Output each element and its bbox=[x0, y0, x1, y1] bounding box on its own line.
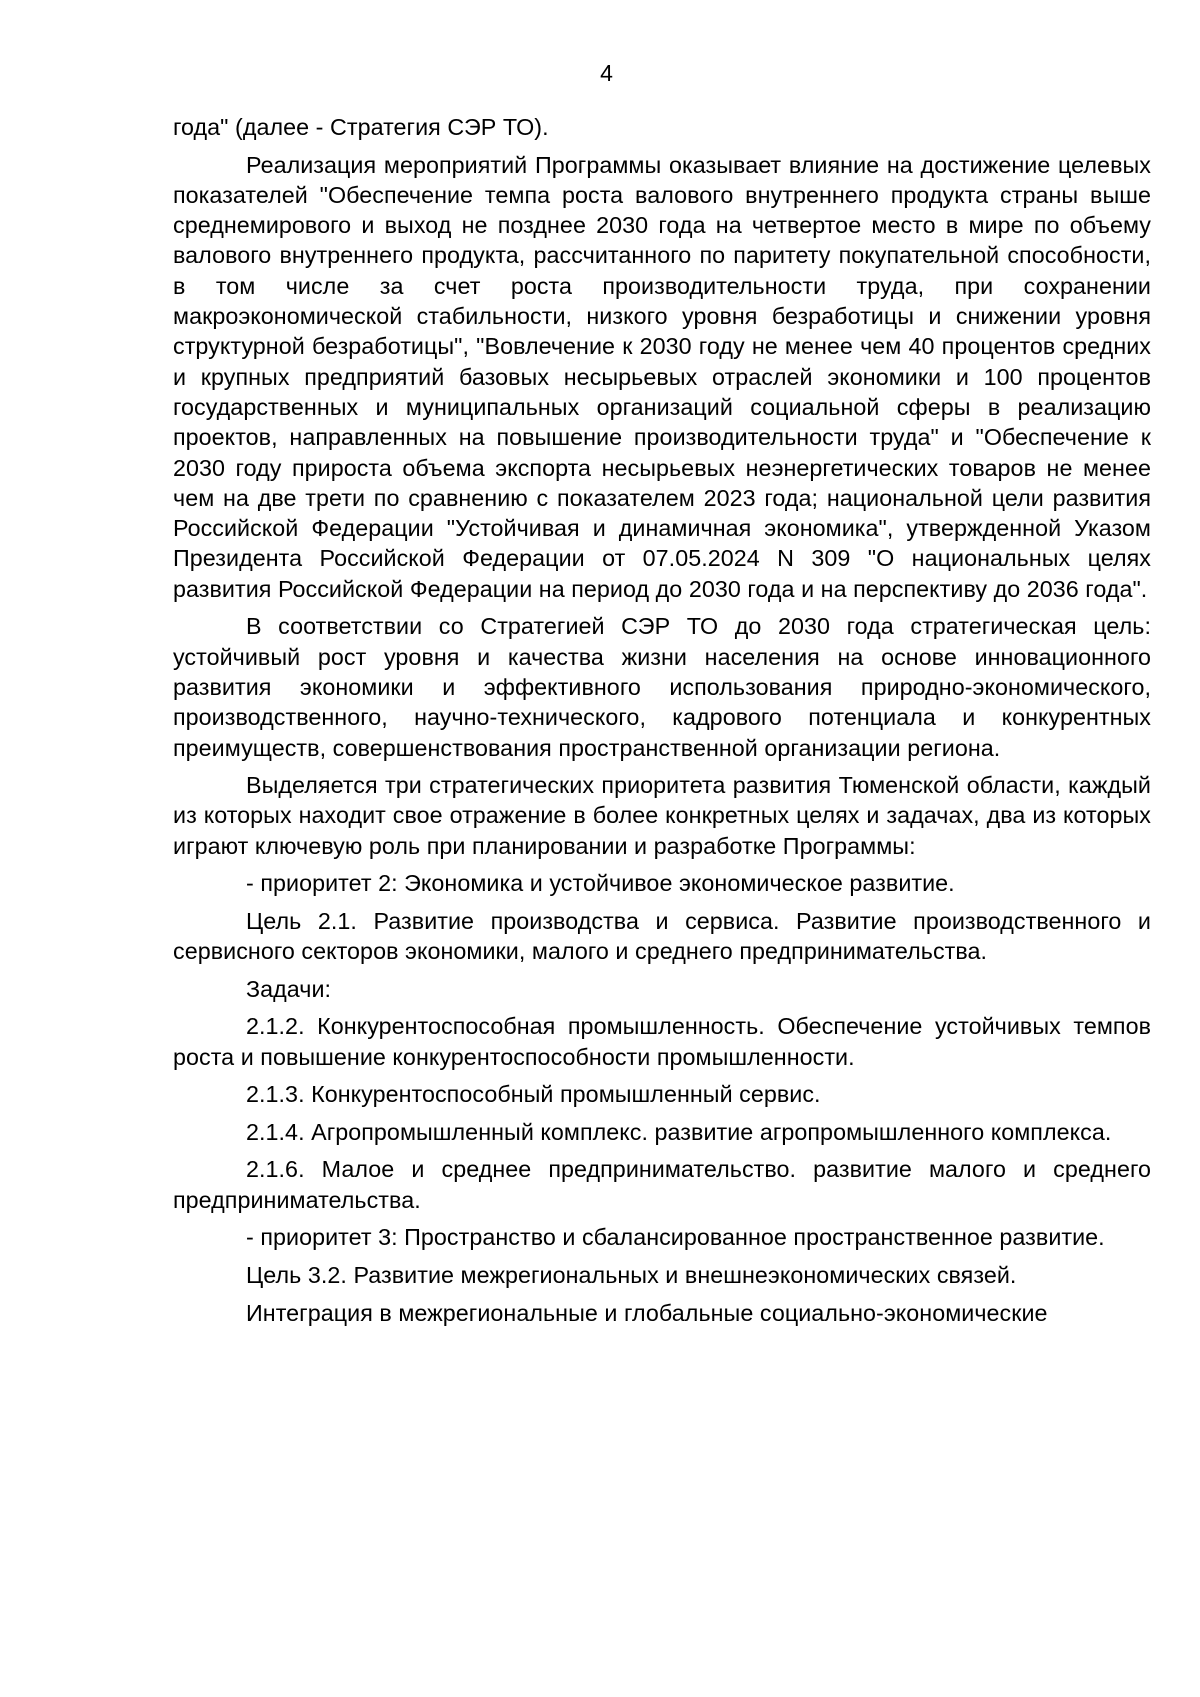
paragraph-task-2-1-2: 2.1.2. Конкурентоспособная промышленность. Обеспечение устойчивых темпов роста и повышение конкурентоспособности промышленности. bbox=[173, 1013, 1151, 1070]
page-number: 4 bbox=[600, 60, 613, 86]
paragraph-strategic-goal: В соответствии со Стратегией СЭР ТО до 2030 года стратегическая цель: устойчивый рост уровня и качества жизни населения на основе инновационного развития экономики и эффективного использования природно-экономического, производственного, научно-технического, кадрового потенциала и конкурентных преимуществ, совершенствования пространственной организации региона. bbox=[173, 613, 1151, 761]
paragraph-integration: Интеграция в межрегиональные и глобальные социально-экономические bbox=[246, 1299, 1048, 1326]
document-body bbox=[173, 112, 1151, 1335]
paragraph-goal-3-2: Цель 3.2. Развитие межрегиональных и внешнеэкономических связей. bbox=[246, 1261, 1017, 1288]
paragraph-goal-2-1: Цель 2.1. Развитие производства и сервиса. Развитие производственного и сервисного секторов экономики, малого и среднего предпринимательства. bbox=[173, 907, 1151, 965]
paragraph-tasks-heading: Задачи: bbox=[246, 975, 332, 1002]
paragraph-program-impact: Реализация мероприятий Программы оказывает влияние на достижение целевых показателей "Обеспечение темпа роста валового внутреннего продукта страны выше среднемирового и выход не позднее 2030 года на четвертое место в мире по объему валового внутреннего продукта, рассчитанного по паритету покупательной способности, в том числе за счет роста производительности труда, при сохранении макроэкономической стабильности, низкого уровня безработицы и снижении уровня структурной безработицы", "Вовлечение к 2030 году не менее чем 40 процентов средних и крупных предприятий базовых несырьевых отраслей экономики и 100 процентов государственных и муниципальных организаций социальной сферы в реализацию проектов, направленных на повышение производительности труда" и "Обеспечение к 2030 году прироста объема экспорта несырьевых неэнергетических товаров не менее чем на две трети по сравнению с показателем 2023 года; национальной цели развития Российской Федерации "Устойчивая и динамичная экономика", утвержденной Указом Президента Российской Федерации от 07.05.2024 N 309 "О национальных целях развития Российской Федерации на период до 2030 года и на перспективу до 2036 года". bbox=[173, 151, 1151, 602]
paragraph-task-2-1-6: 2.1.6. Малое и среднее предпринимательство. развитие малого и среднего предпринимательства. bbox=[173, 1156, 1151, 1213]
paragraph-task-2-1-4: 2.1.4. Агропромышленный комплекс. развитие агропромышленного комплекса. bbox=[246, 1118, 1112, 1145]
paragraph-priority-2: - приоритет 2: Экономика и устойчивое экономическое развитие. bbox=[246, 870, 955, 897]
paragraph-task-2-1-3: 2.1.3. Конкурентоспособный промышленный сервис. bbox=[246, 1081, 821, 1108]
paragraph-priority-3: - приоритет 3: Пространство и сбалансированное пространственное развитие. bbox=[246, 1224, 1105, 1251]
paragraph-priorities-intro: Выделяется три стратегических приоритета развития Тюменской области, каждый из которых находит свое отражение в более конкретных целях и задачах, два из которых играют ключевую роль при планировании и разработке Программы: bbox=[173, 772, 1151, 859]
paragraph-strategy-continuation: года" (далее - Стратегия СЭР ТО). bbox=[173, 114, 549, 140]
